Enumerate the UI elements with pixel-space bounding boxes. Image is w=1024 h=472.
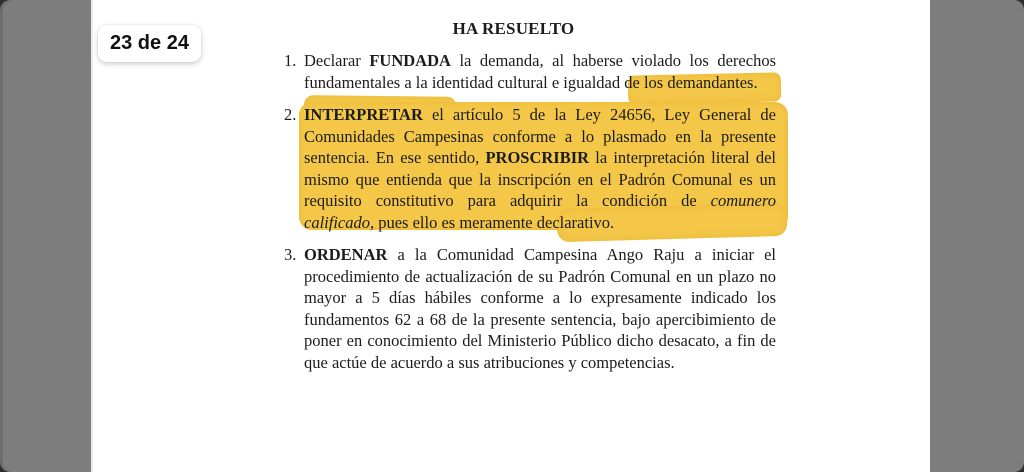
resolution-list [284, 50, 776, 384]
page-indicator-badge [98, 25, 201, 62]
document-page[interactable] [91, 0, 930, 472]
text-run: la demanda, al haberse violado los derechos fundamentales a la identidad cultural e igualdad de los demandantes. [304, 51, 776, 92]
text-run-bold: ORDENAR [304, 245, 388, 264]
item-text [304, 244, 776, 373]
item-number: 1. [284, 51, 297, 70]
resolution-item-1 [284, 50, 776, 93]
text-run: a la Comunidad Campesina Ango Raju a iniciar el procedimiento de actualización de su Padrón Comunal en un plazo no mayor a 5 días hábiles conforme a lo expresamente indicado los fundamentos 62 a 68 de la presente sentencia, bajo apercibimiento de poner en conocimiento del Ministerio Público dicho desacato, a fin de que actúe de acuerdo a sus atribuciones y competencias. [304, 245, 776, 372]
item-text [304, 50, 776, 93]
text-run: pues ello es meramente declarativo. [374, 212, 615, 232]
item-number: 2. [284, 105, 297, 124]
document-title: HA RESUELTO [452, 19, 575, 38]
text-run: Declarar [304, 51, 370, 70]
item-text [304, 104, 776, 233]
item-number: 3. [284, 245, 297, 264]
resolution-item-2 [284, 104, 776, 233]
text-run-bold: PROSCRIBIR [485, 148, 590, 167]
text-run: la interpretación literal del mismo que entienda que la inscripción en el Padrón Comunal es un requisito constitutivo para adquirir la condición de [304, 148, 776, 210]
page-indicator-text: 23 de 24 [110, 32, 189, 54]
text-run-italic: comunero calificado, [304, 191, 776, 232]
text-run-bold: INTERPRETAR [304, 105, 423, 124]
text-run-bold: FUNDADA [369, 51, 451, 70]
text-run: el artículo 5 de la Ley 24656, Ley General de Comunidades Campesinas conforme a lo plasmado en la presente sentencia. En ese sentido, [304, 105, 776, 167]
document-text-layer [91, 0, 930, 472]
resolution-item-3 [284, 244, 776, 373]
